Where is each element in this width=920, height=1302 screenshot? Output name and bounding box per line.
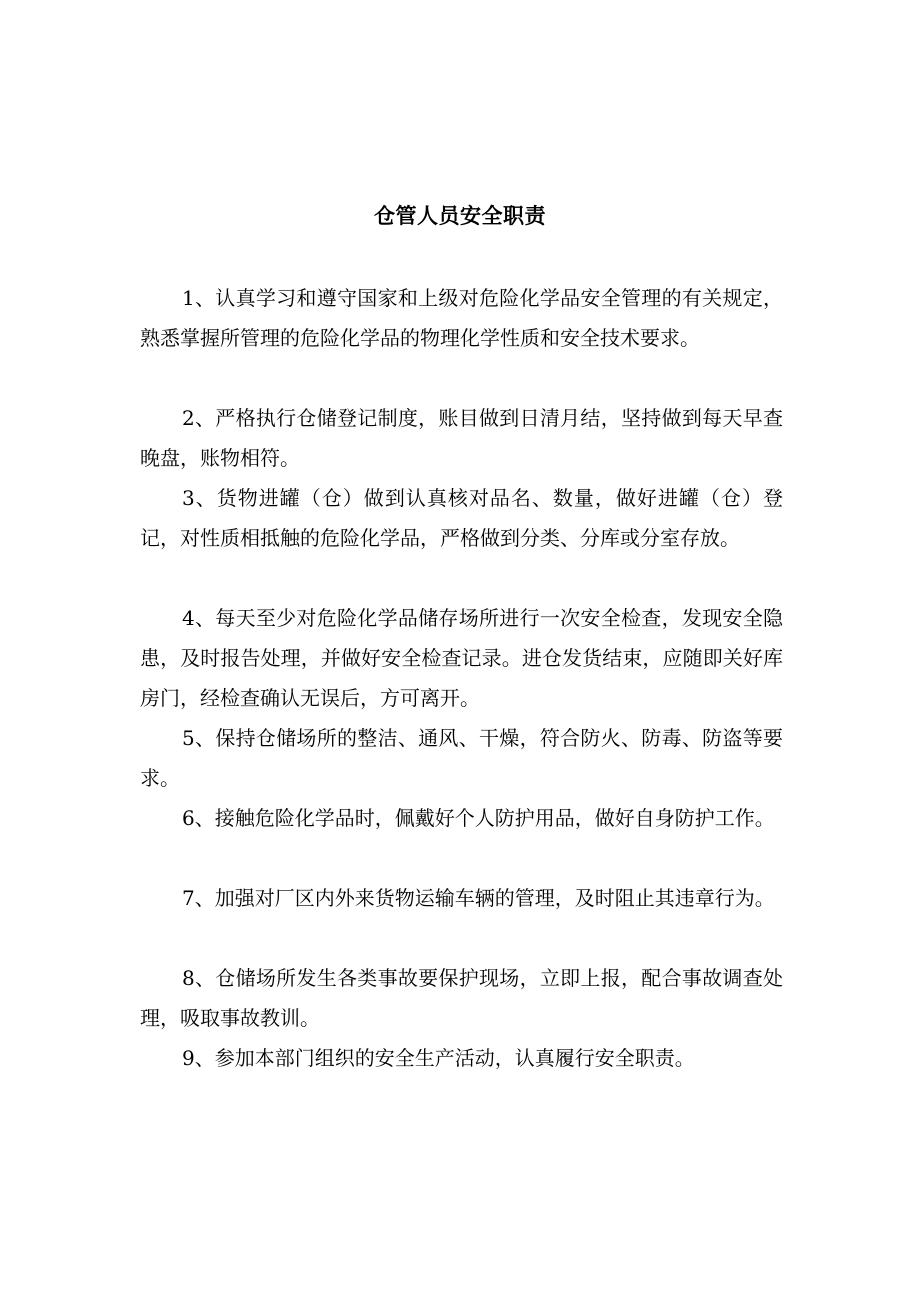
duty-item-9: 9、参加本部门组织的安全生产活动，认真履行安全职责。: [182, 1046, 695, 1070]
duty-item-5: 5、保持仓储场所的整洁、通风、干燥，符合防火、防毒、防盗等要求。: [140, 726, 783, 790]
duty-item-7: 7、加强对厂区内外来货物运输车辆的管理，及时阻止其违章行为。: [182, 886, 775, 910]
duty-item-6: 6、接触危险化学品时，佩戴好个人防护用品，做好自身防护工作。: [182, 806, 775, 830]
duty-item-2: 2、严格执行仓储登记制度，账目做到日清月结，坚持做到每天早查晚盘，账物相符。: [140, 406, 783, 470]
page-title: 仓管人员安全职责: [374, 203, 546, 228]
duty-item-3: 3、货物进罐（仓）做到认真核对品名、数量，做好进罐（仓）登记，对性质相抵触的危险化学品，严格做到分类、分库或分室存放。: [140, 486, 783, 550]
duty-item-4: 4、每天至少对危险化学品储存场所进行一次安全检查，发现安全隐患，及时报告处理，并做好安全检查记录。进仓发货结束，应随即关好库房门，经检查确认无误后，方可离开。: [140, 606, 783, 710]
duty-item-8: 8、仓储场所发生各类事故要保护现场，立即上报，配合事故调查处理，吸取事故教训。: [140, 966, 783, 1030]
duty-item-1: 1、认真学习和遵守国家和上级对危险化学品安全管理的有关规定，熟悉掌握所管理的危险化学品的物理化学性质和安全技术要求。: [140, 286, 783, 350]
